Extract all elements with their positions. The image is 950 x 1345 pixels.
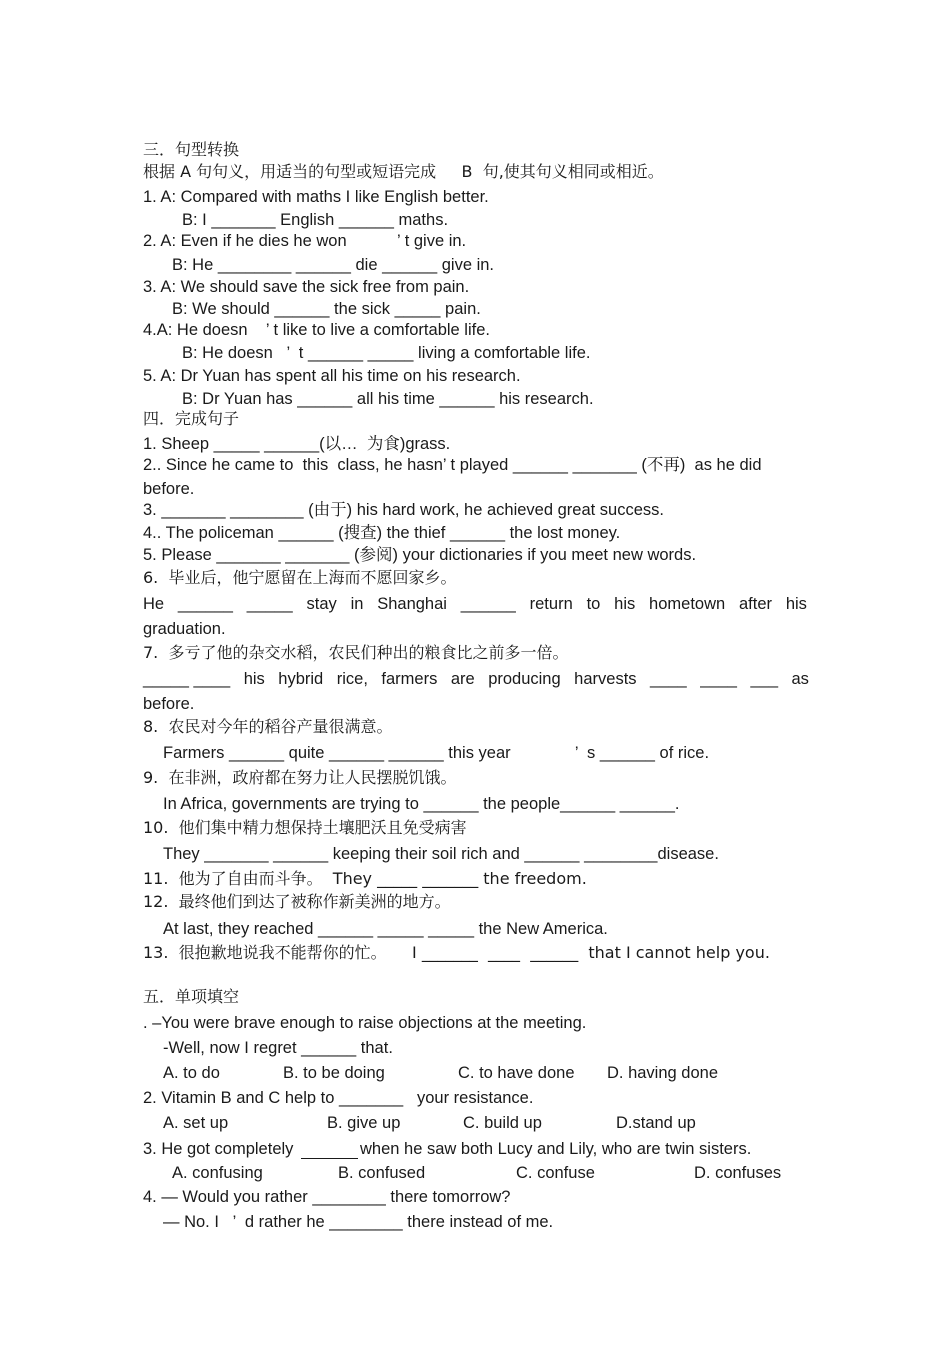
s5-q1-opt-a: A. to do [163, 1064, 220, 1082]
word: to [586, 595, 601, 613]
section5-heading: 五．单项填空 [143, 987, 240, 1006]
section3-instruction: 根据 A 句句义，用适当的句型或短语完成 B 句,使其句义相同或相近。 [143, 162, 664, 181]
blank: ____ [650, 670, 687, 688]
word: producing [488, 670, 561, 688]
word: his [785, 595, 807, 613]
s5-q4-reply: — No. I ’ d rather he ________ there instead of me. [163, 1213, 554, 1231]
s5-q3-opt-a: A. confusing [172, 1164, 263, 1182]
section3-heading: 三．句型转换 [143, 140, 240, 159]
s4-line1: 1. Sheep _____ ______(以… 为食)grass. [143, 435, 451, 453]
s4-q9-en: In Africa, governments are trying to ______ the people______ ______. [163, 795, 680, 813]
s5-q2-opt-b: B. give up [327, 1114, 401, 1132]
s4-q12-cn: 12. 最终他们到达了被称作新美洲的地方。 [143, 892, 451, 911]
s4-q7-cn: 7. 多亏了他的杂交水稻，农民们种出的粮食比之前多一倍。 [143, 643, 569, 662]
word: rice, [336, 670, 368, 688]
s3-item1-b: B: I _______ English ______ maths. [182, 211, 449, 229]
word: as [791, 670, 809, 688]
s3-item2-b: B: He ________ ______ die ______ give in. [172, 256, 495, 274]
word: hybrid [278, 670, 324, 688]
s4-line2-cont: before. [143, 480, 195, 498]
s4-q8-en: Farmers ______ quite ______ ______ this year ’ s ______ of rice. [163, 744, 710, 762]
s4-line3: 3. _______ ________ (由于) his hard work, he achieved great success. [143, 501, 664, 519]
blank: _____ [246, 595, 293, 613]
word: are [450, 670, 475, 688]
s4-q10-en: They _______ ______ keeping their soil rich and ______ ________disease. [163, 845, 719, 863]
s5-q3-blank-line [301, 1158, 358, 1159]
word: Shanghai [377, 595, 447, 613]
s5-q3-opt-c: C. confuse [516, 1164, 595, 1182]
s5-q2-opt-a: A. set up [163, 1114, 229, 1132]
s4-q6-en [143, 594, 807, 614]
s4-q6-cn: 6. 毕业后，他宁愿留在上海而不愿回家乡。 [143, 568, 457, 587]
s5-q2-opt-d: D.stand up [616, 1114, 696, 1132]
s4-q6-cont: graduation. [143, 620, 226, 638]
word: hometown [649, 595, 726, 613]
word: harvests [574, 670, 637, 688]
blank: ______ [460, 595, 516, 613]
s3-item1-a: 1. A: Compared with maths I like English better. [143, 188, 489, 206]
s5-q1-opt-c: C. to have done [458, 1064, 575, 1082]
word: in [350, 595, 364, 613]
s3-item4-a: 4.A: He doesn ’ t like to live a comfortable life. [143, 321, 490, 339]
s4-line5: 5. Please _______ _______ (参阅) your dictionaries if you meet new words. [143, 546, 697, 564]
s4-q7-en [143, 669, 809, 689]
word: He [143, 595, 165, 613]
s4-line2: 2.. Since he came to this class, he hasn’ t played ______ _______ (不再) as he did [143, 456, 762, 474]
s3-item5-b: B: Dr Yuan has ______ all his time ______ his research. [182, 390, 594, 408]
s5-q2: 2. Vitamin B and C help to _______ your resistance. [143, 1089, 534, 1107]
s3-item4-b: B: He doesn ’ t ______ _____ living a comfortable life. [182, 344, 591, 362]
s4-line4: 4.. The policeman ______ (搜查) the thief ______ the lost money. [143, 524, 621, 542]
blank: _____ ____ [143, 670, 231, 688]
s3-item3-a: 3. A: We should save the sick free from pain. [143, 278, 470, 296]
s5-q1-opt-d: D. having done [607, 1064, 718, 1082]
s5-q1: . –You were brave enough to raise objections at the meeting. [143, 1014, 587, 1032]
s3-item5-a: 5. A: Dr Yuan has spent all his time on his research. [143, 367, 521, 385]
word: stay [306, 595, 337, 613]
s5-q2-opt-c: C. build up [463, 1114, 542, 1132]
s5-q3-opt-d: D. confuses [694, 1164, 782, 1182]
s5-q3-opt-b: B. confused [338, 1164, 426, 1182]
blank: ___ [750, 670, 778, 688]
blank: ____ [700, 670, 737, 688]
s5-q3-end: when he saw both Lucy and Lily, who are twin sisters. [360, 1140, 752, 1158]
s4-q7-cont: before. [143, 695, 195, 713]
word: after [739, 595, 773, 613]
word: his [614, 595, 636, 613]
s5-q3-start: 3. He got completely [143, 1140, 294, 1158]
s4-q13: 13. 很抱歉地说我不能帮你的忙。 I _______ ____ ______ that I cannot help you. [143, 943, 770, 962]
word: farmers [381, 670, 438, 688]
section4-heading: 四．完成句子 [143, 409, 240, 428]
word: return [529, 595, 573, 613]
s3-item2-a: 2. A: Even if he dies he won ’ t give in. [143, 232, 467, 250]
s4-q12-en: At last, they reached ______ _____ _____ the New America. [163, 920, 608, 938]
s4-q9-cn: 9. 在非洲，政府都在努力让人民摆脱饥饿。 [143, 768, 457, 787]
s5-q1-reply: -Well, now I regret ______ that. [163, 1039, 393, 1057]
s5-q1-opt-b: B. to be doing [283, 1064, 385, 1082]
s5-q4: 4. — Would you rather ________ there tomorrow? [143, 1188, 511, 1206]
s4-q8-cn: 8. 农民对今年的稻谷产量很满意。 [143, 717, 393, 736]
blank: ______ [177, 595, 233, 613]
s4-q11: 11. 他为了自由而斗争。 They _____ _______ the freedom. [143, 869, 587, 888]
word: his [243, 670, 265, 688]
s3-item3-b: B: We should ______ the sick _____ pain. [172, 300, 481, 318]
s4-q10-cn: 10. 他们集中精力想保持土壤肥沃且免受病害 [143, 818, 467, 837]
